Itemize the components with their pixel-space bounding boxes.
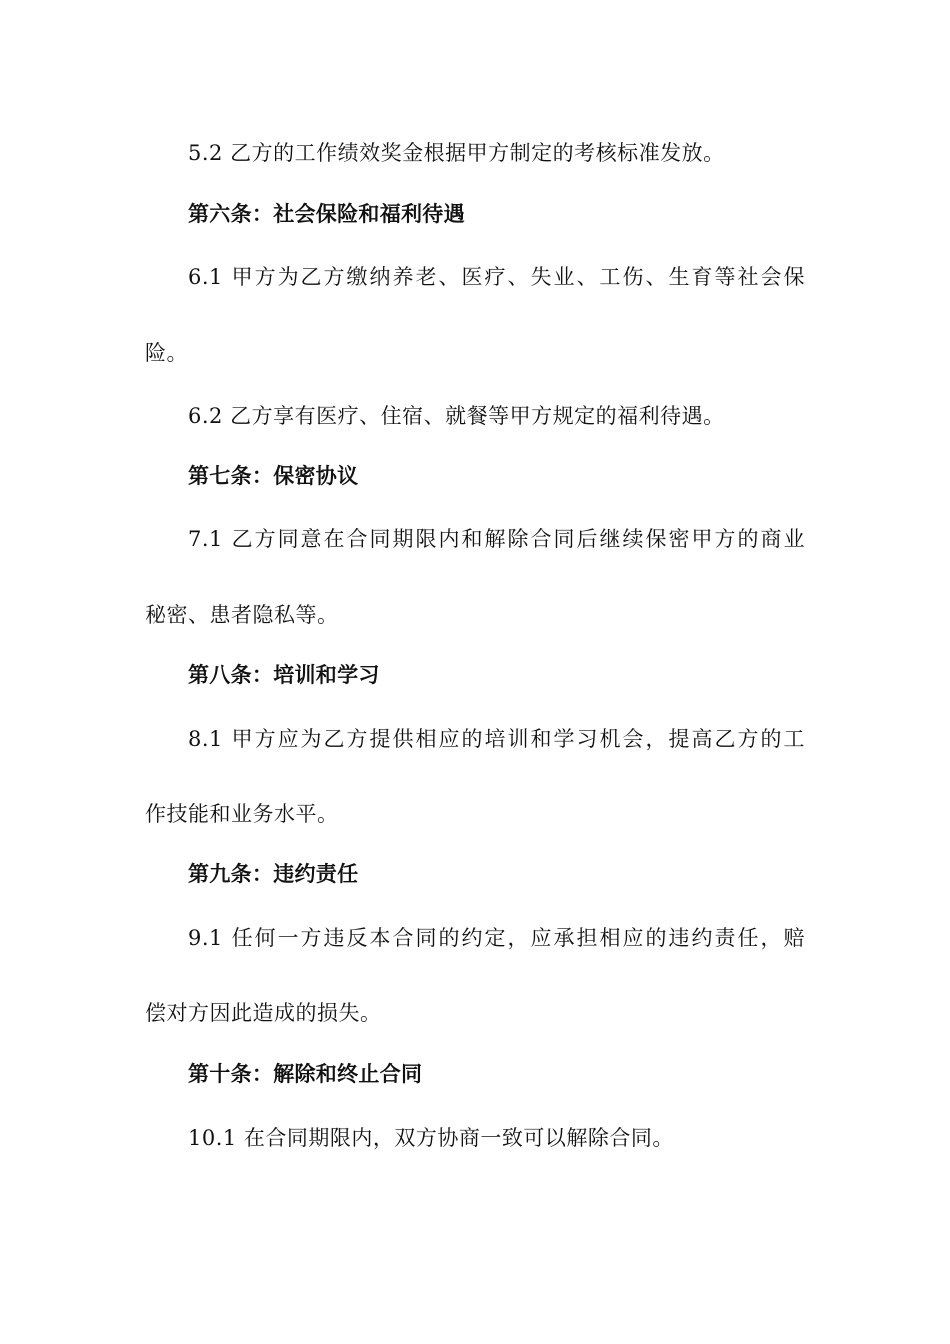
- clause-10-1: 10.1 在合同期限内，双方协商一致可以解除合同。: [188, 1126, 674, 1150]
- clause-6-1: 6.1 甲方为乙方缴纳养老、医疗、失业、工伤、生育等社会保: [188, 265, 805, 289]
- article-6-heading: 第六条：社会保险和福利待遇: [188, 201, 465, 226]
- article-9-heading: 第九条：违约责任: [188, 861, 359, 886]
- article-7-heading: 第七条：保密协议: [188, 463, 359, 488]
- article-10-heading: 第十条：解除和终止合同: [188, 1061, 423, 1086]
- clause-6-1-continued: 险。: [145, 341, 188, 365]
- clause-9-1: 9.1 任何一方违反本合同的约定，应承担相应的违约责任，赔: [188, 926, 805, 950]
- clause-7-1-continued: 秘密、患者隐私等。: [145, 603, 339, 627]
- clause-8-1-continued: 作技能和业务水平。: [145, 802, 339, 826]
- clause-9-1-continued: 偿对方因此造成的损失。: [145, 1001, 382, 1025]
- article-8-heading: 第八条：培训和学习: [188, 662, 380, 687]
- clause-7-1: 7.1 乙方同意在合同期限内和解除合同后继续保密甲方的商业: [188, 527, 805, 551]
- clause-8-1: 8.1 甲方应为乙方提供相应的培训和学习机会，提高乙方的工: [188, 727, 805, 751]
- clause-5-2: 5.2 乙方的工作绩效奖金根据甲方制定的考核标准发放。: [188, 141, 725, 165]
- clause-6-2: 6.2 乙方享有医疗、住宿、就餐等甲方规定的福利待遇。: [188, 404, 725, 428]
